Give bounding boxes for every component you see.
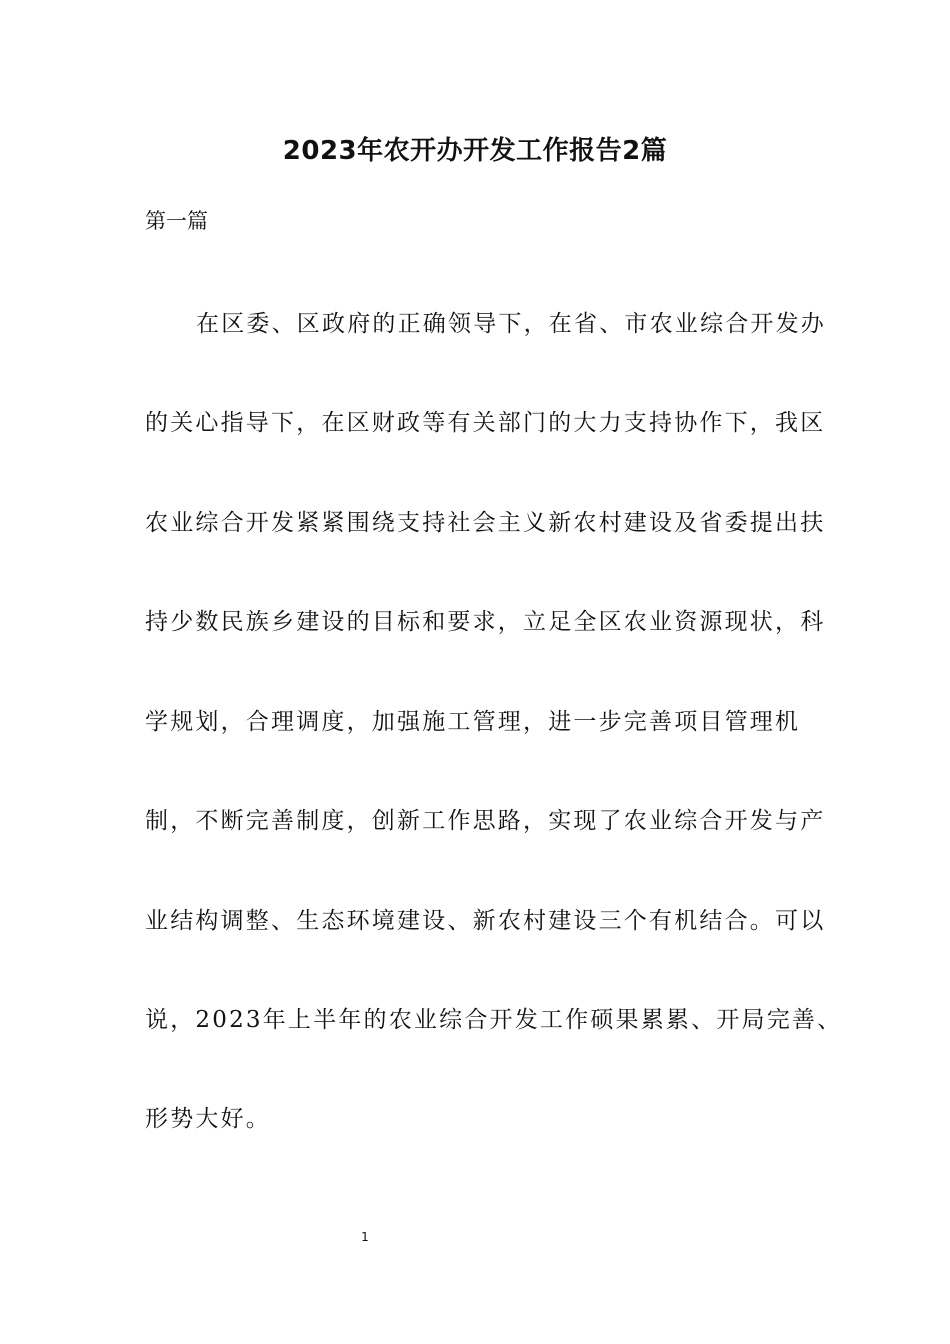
- paragraph-line: 农业综合开发紧紧围绕支持社会主义新农村建设及省委提出扶: [145, 510, 826, 536]
- page-number: 1: [361, 1230, 369, 1244]
- paragraph-line: 持少数民族乡建设的目标和要求，立足全区农业资源现状，科: [145, 609, 826, 635]
- paragraph-line: 业结构调整、生态环境建设、新农村建设三个有机结合。可以: [145, 908, 826, 934]
- paragraph-line: 学规划，合理调度，加强施工管理，进一步完善项目管理机: [145, 709, 801, 735]
- document-title: 2023年农开办开发工作报告2篇: [282, 136, 668, 166]
- paragraph-line: 形势大好。: [145, 1106, 271, 1132]
- paragraph-line: 说，2023年上半年的农业综合开发工作硕果累累、开局完善、: [145, 1007, 843, 1033]
- paragraph-line: 制，不断完善制度，创新工作思路，实现了农业综合开发与产: [145, 808, 826, 834]
- section-heading: 第一篇: [145, 209, 208, 233]
- paragraph-line: 的关心指导下，在区财政等有关部门的大力支持协作下，我区: [145, 410, 826, 436]
- paragraph-line: 在区委、区政府的正确领导下，在省、市农业综合开发办: [196, 311, 826, 337]
